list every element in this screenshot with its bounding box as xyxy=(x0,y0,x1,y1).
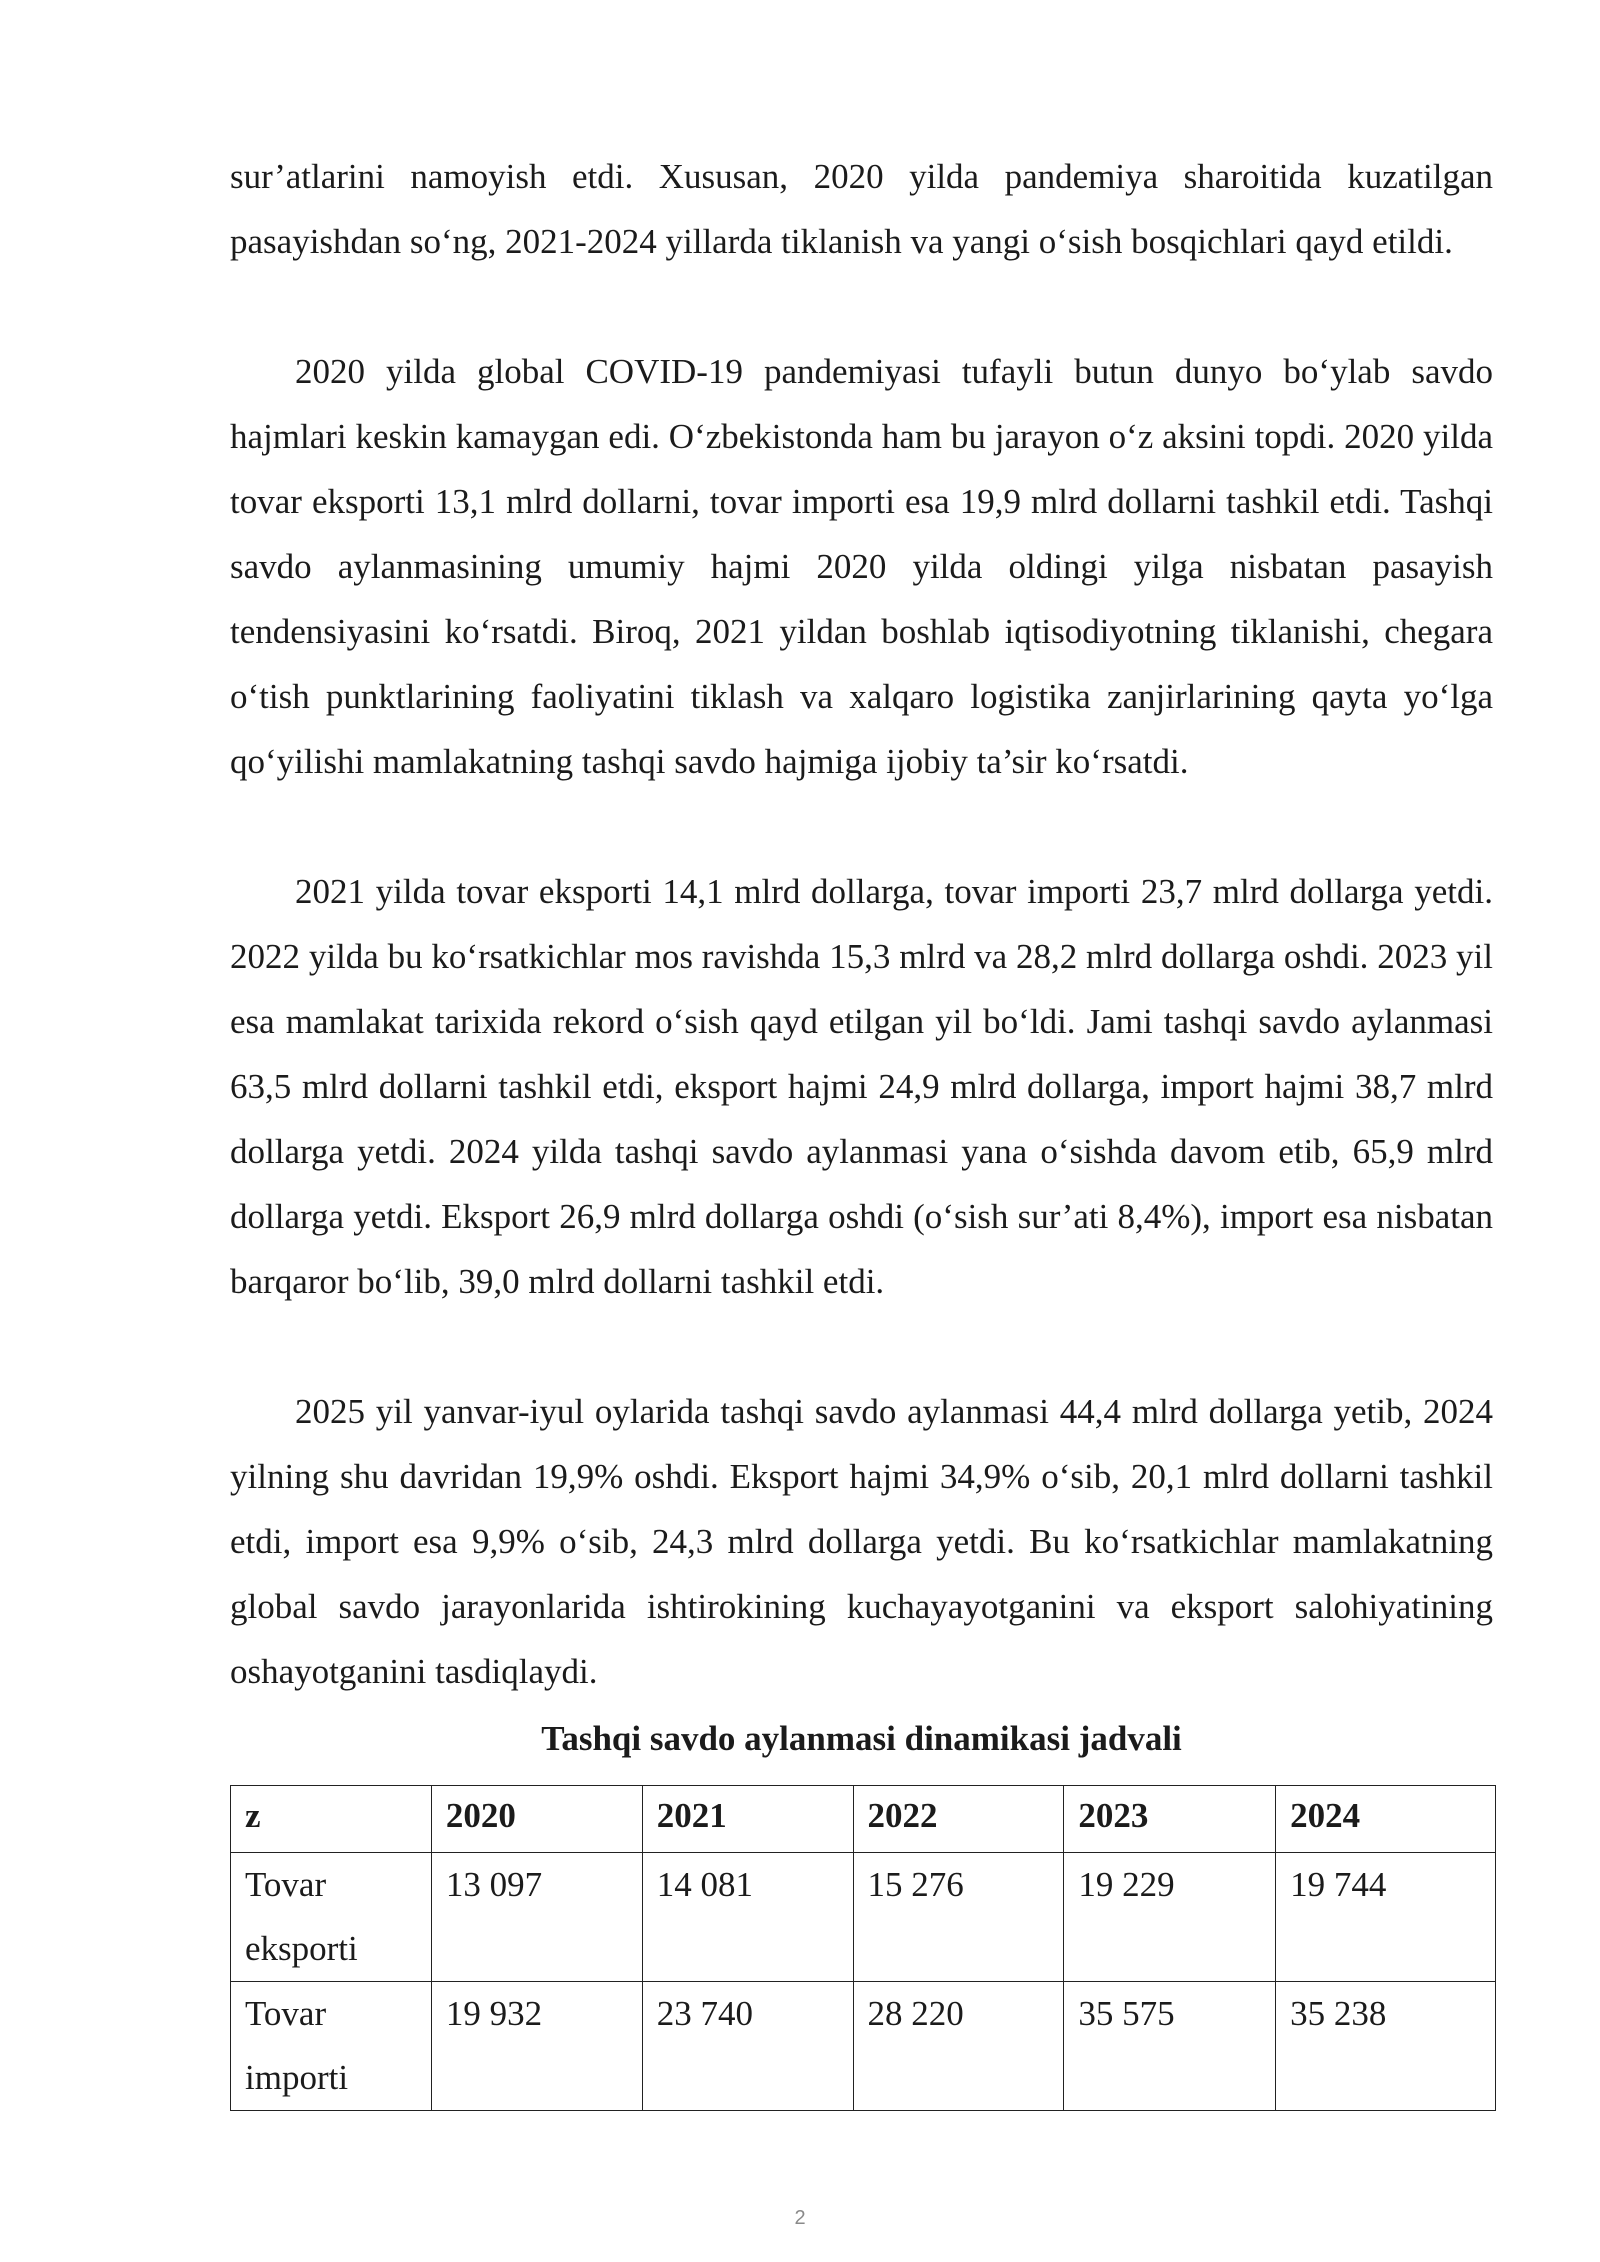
paragraph-continuation: sur’atlarini namoyish etdi. Xususan, 2020 yilda pandemiya sharoitida kuzatilgan pasayishdan so‘ng, 2021-2024 yillarda tiklanish va yangi o‘sish bosqichlari qayd etildi. xyxy=(230,157,1493,261)
table-header-cell: 2024 xyxy=(1276,1786,1496,1853)
paragraph-trade-growth: 2021 yilda tovar eksporti 14,1 mlrd dollarga, tovar importi 23,7 mlrd dollarga yetdi. 2022 yilda bu ko‘rsatkichlar mos ravishda 15,3 mlrd va 28,2 mlrd dollarga oshdi. 2023 yil esa mamlakat tarixida rekord o‘sish qayd etilgan yil bo‘ldi. Jami tashqi savdo aylanmasi 63,5 mlrd dollarni tashkil etdi, eksport hajmi 24,9 mlrd dollarga, import hajmi 38,7 mlrd dollarga yetdi. 2024 yilda tashqi savdo aylanmasi yana o‘sishda davom etib, 65,9 mlrd dollarga yetdi. Eksport 26,9 mlrd dollarga oshdi (o‘sish sur’ati 8,4%), import esa nisbatan barqaror bo‘lib, 39,0 mlrd dollarni tashkil etdi. xyxy=(230,872,1493,1301)
table-header-cell: 2021 xyxy=(642,1786,853,1853)
table-cell: 28 220 xyxy=(853,1982,1064,2111)
table-row xyxy=(231,1982,1496,2111)
table-cell: 35 575 xyxy=(1064,1982,1276,2111)
table-header-cell: 2020 xyxy=(431,1786,642,1853)
page-number: 2 xyxy=(794,2207,806,2229)
table-cell: 35 238 xyxy=(1276,1982,1496,2111)
table-header-row xyxy=(231,1786,1496,1853)
table-cell: 13 097 xyxy=(431,1853,642,1982)
trade-dynamics-table xyxy=(230,1785,1496,2111)
table-cell: 19 229 xyxy=(1064,1853,1276,1982)
table-title: Tashqi savdo aylanmasi dinamikasi jadvali xyxy=(541,1719,1182,1758)
table-row-label: Tovar eksporti xyxy=(231,1853,432,1982)
table-cell: 23 740 xyxy=(642,1982,853,2111)
table-header-cell: 2023 xyxy=(1064,1786,1276,1853)
paragraph-covid-impact: 2020 yilda global COVID-19 pandemiyasi tufayli butun dunyo bo‘ylab savdo hajmlari keskin kamaygan edi. O‘zbekistonda ham bu jarayon o‘z aksini topdi. 2020 yilda tovar eksporti 13,1 mlrd dollarni, tovar importi esa 19,9 mlrd dollarni tashkil etdi. Tashqi savdo aylanmasining umumiy hajmi 2020 yilda oldingi yilga nisbatan pasayish tendensiyasini ko‘rsatdi. Biroq, 2021 yildan boshlab iqtisodiyotning tiklanishi, chegara o‘tish punktlarining faoliyatini tiklash va xalqaro logistika zanjirlarining qayta yo‘lga qo‘yilishi mamlakatning tashqi savdo hajmiga ijobiy ta’sir ko‘rsatdi. xyxy=(230,352,1493,781)
table-cell: 19 932 xyxy=(431,1982,642,2111)
table-row-label: Tovar importi xyxy=(231,1982,432,2111)
table-cell: 19 744 xyxy=(1276,1853,1496,1982)
table-cell: 14 081 xyxy=(642,1853,853,1982)
table-row xyxy=(231,1853,1496,1982)
paragraph-2025-outlook: 2025 yil yanvar-iyul oylarida tashqi savdo aylanmasi 44,4 mlrd dollarga yetib, 2024 yilning shu davridan 19,9% oshdi. Eksport hajmi 34,9% o‘sib, 20,1 mlrd dollarni tashkil etdi, import esa 9,9% o‘sib, 24,3 mlrd dollarga yetdi. Bu ko‘rsatkichlar mamlakatning global savdo jarayonlarida ishtirokining kuchayayotganini va eksport salohiyatining oshayotganini tasdiqlaydi. xyxy=(230,1392,1493,1691)
table-cell: 15 276 xyxy=(853,1853,1064,1982)
table-header-cell: 2022 xyxy=(853,1786,1064,1853)
table-header-cell: z xyxy=(231,1786,432,1853)
document-page xyxy=(230,0,1493,2262)
